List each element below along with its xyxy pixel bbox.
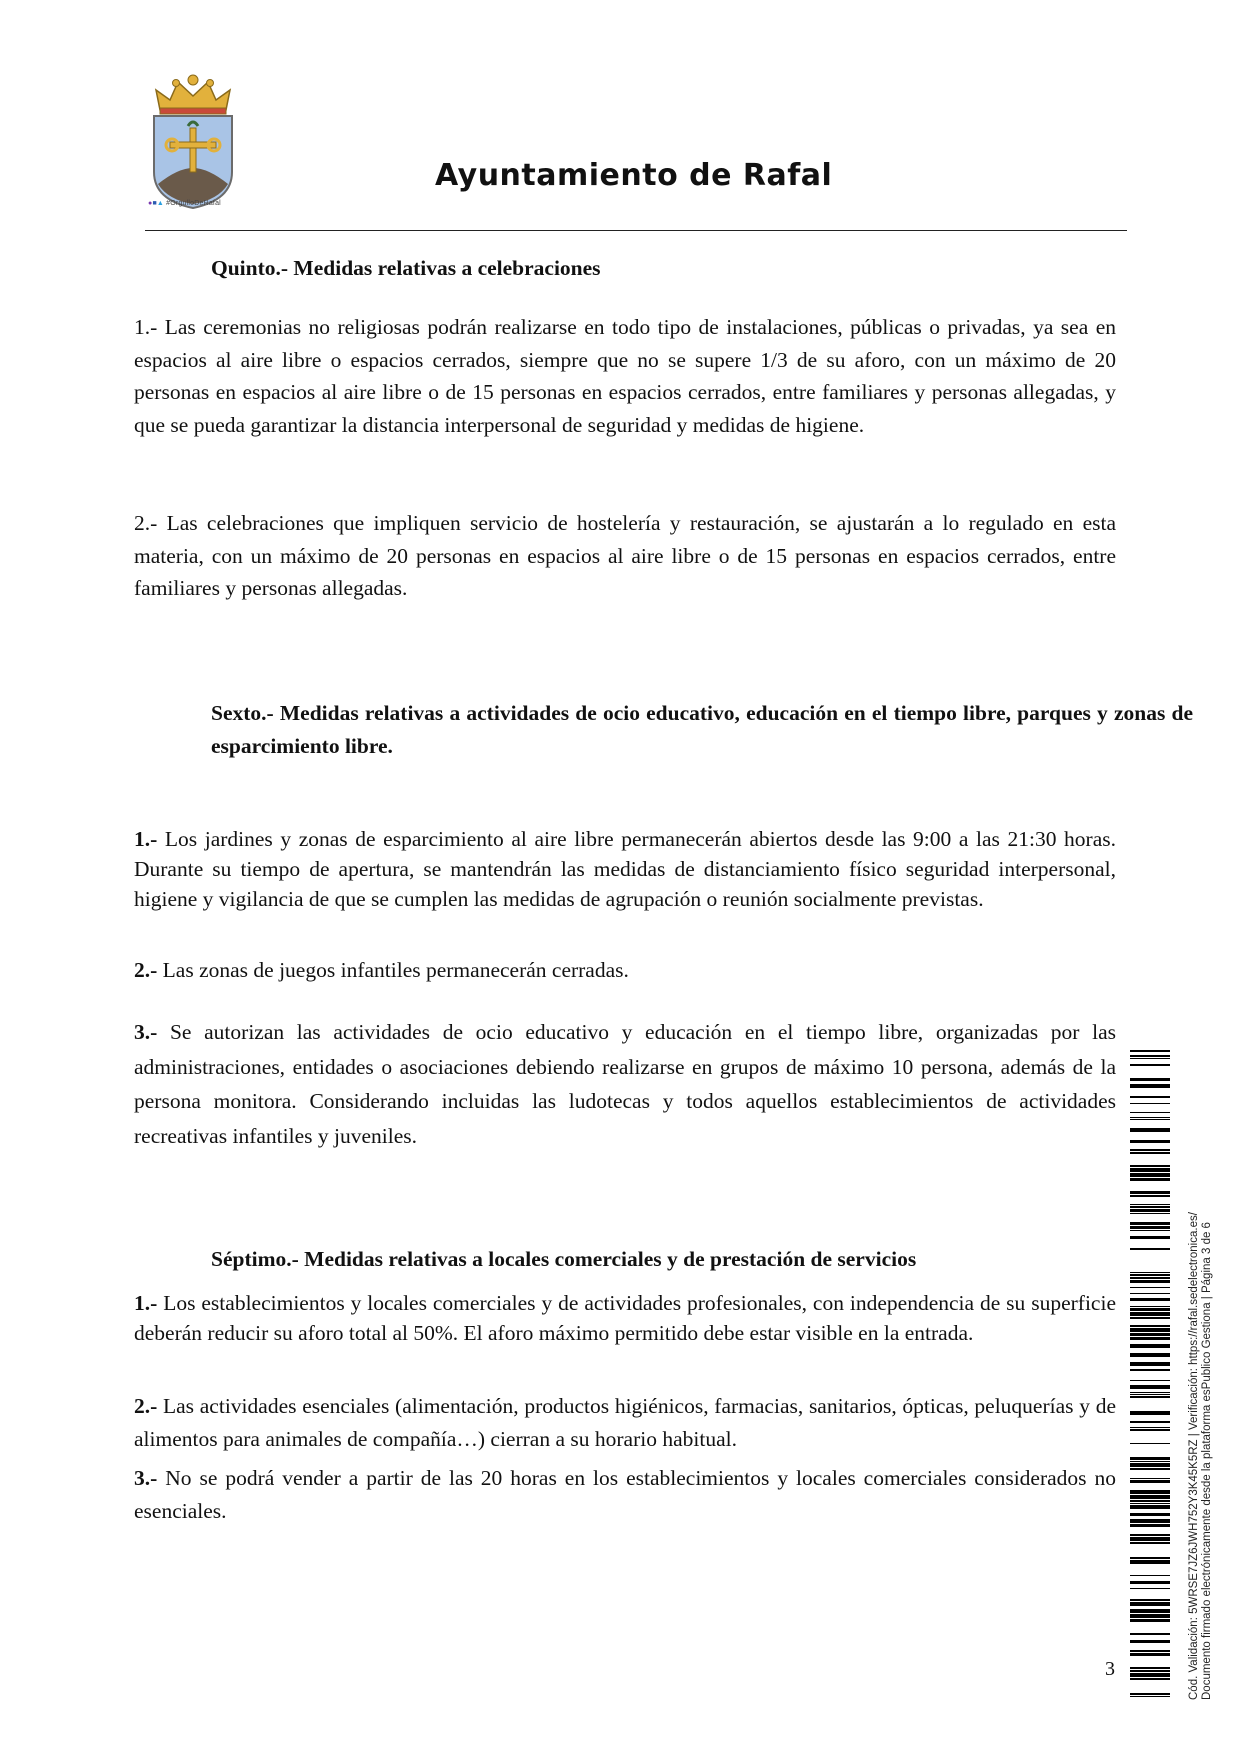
validation-text [1188, 1212, 1214, 1700]
item-number: 3.- [134, 1466, 158, 1490]
item-number: 1.- [134, 827, 158, 851]
paragraph-septimo-2 [134, 1390, 1116, 1455]
item-text: Los establecimientos y locales comerciales y de actividades profesionales, con independencia de su superficie deberán reducir su aforo total al 50%. El aforo máximo permitido debe estar visible en la entrada. [134, 1291, 1116, 1345]
paragraph-quinto-1: 1.- Las ceremonias no religiosas podrán realizarse en todo tipo de instalaciones, públicas o privadas, ya sea en espacios al aire libre o espacios cerrados, siempre que no se supere 1/3 de su aforo, con un máximo de 20 personas en espacios al aire libre o de 15 personas en espacios cerrados, entre familiares y personas allegadas, y que se pueda garantizar la distancia interpersonal de seguridad y medidas de higiene. [134, 315, 1116, 437]
item-number: 3.- [134, 1020, 158, 1044]
paragraph-quinto-2: 2.- Las celebraciones que impliquen servicio de hostelería y restauración, se ajustarán a lo regulado en esta materia, con un máximo de 20 personas en espacios al aire libre o de 15 personas en espacios cerrados, entre familiares y personas allegadas. [134, 511, 1116, 600]
section-heading-sexto: Sexto.- Medidas relativas a actividades de ocio educativo, educación en el tiempo libre, parques y zonas de esparcimiento libre. [211, 701, 1193, 758]
validation-line-2: Documento firmado electrónicamente desde la plataforma esPublico Gestiona | Página 3 de 6 [1201, 1222, 1213, 1700]
paragraph-septimo-3 [134, 1462, 1116, 1527]
item-text: Las zonas de juegos infantiles permanecerán cerradas. [157, 958, 629, 982]
validation-line-1: Cód. Validación: 5WRSE7JZ6JWH752Y3K45K5RZ | Verificación: https://rafal.sedelectronica.es/ [1188, 1212, 1200, 1700]
item-text: Las actividades esenciales (alimentación, productos higiénicos, farmacias, sanitarios, ópticas, peluquerías y de alimentos para animales de compañía…) cierran a su horario habitual. [134, 1394, 1116, 1451]
social-icons: ● [148, 200, 153, 207]
paragraph-sexto-3 [134, 1015, 1116, 1153]
organization-name: Ayuntamiento de Rafal [435, 158, 833, 193]
section-heading-quinto: Quinto.- Medidas relativas a celebraciones [211, 256, 601, 280]
item-number: 1.- [134, 1291, 158, 1315]
section-heading-septimo: Séptimo.- Medidas relativas a locales comerciales y de prestación de servicios [211, 1247, 917, 1271]
social-hashtag: ●■▲ #OrgulloDeRafal [148, 200, 221, 207]
paragraph-septimo-1 [134, 1288, 1116, 1348]
validation-barcode [1130, 1050, 1170, 1700]
page-number: 3 [1105, 1658, 1115, 1680]
item-number: 2.- [134, 958, 158, 982]
paragraph-sexto-1 [134, 824, 1116, 914]
item-text: Los jardines y zonas de esparcimiento al aire libre permanecerán abiertos desde las 9:00 a las 21:30 horas. Durante su tiempo de apertura, se mantendrán las medidas de distanciamiento físico seguridad interpersonal, higiene y vigilancia de que se cumplen las medidas de agrupación o reunión socialmente previstas. [134, 827, 1116, 911]
item-number: 2.- [134, 1394, 158, 1418]
page-header [0, 0, 1241, 240]
paragraph-sexto-2 [134, 954, 1116, 987]
hashtag-text: #OrgulloDeRafal [166, 200, 221, 207]
item-text: No se podrá vender a partir de las 20 horas en los establecimientos y locales comerciales considerados no esenciales. [134, 1466, 1116, 1523]
coat-of-arms-logo [148, 72, 238, 212]
item-text: Se autorizan las actividades de ocio educativo y educación en el tiempo libre, organizadas por las administraciones, entidades o asociaciones debiendo realizarse en grupos de máximo 10 persona, además de la persona monitora. Considerando incluidas las ludotecas y todos aquellos establecimientos de actividades recreativas infantiles y juveniles. [134, 1020, 1116, 1148]
header-divider [145, 230, 1127, 231]
